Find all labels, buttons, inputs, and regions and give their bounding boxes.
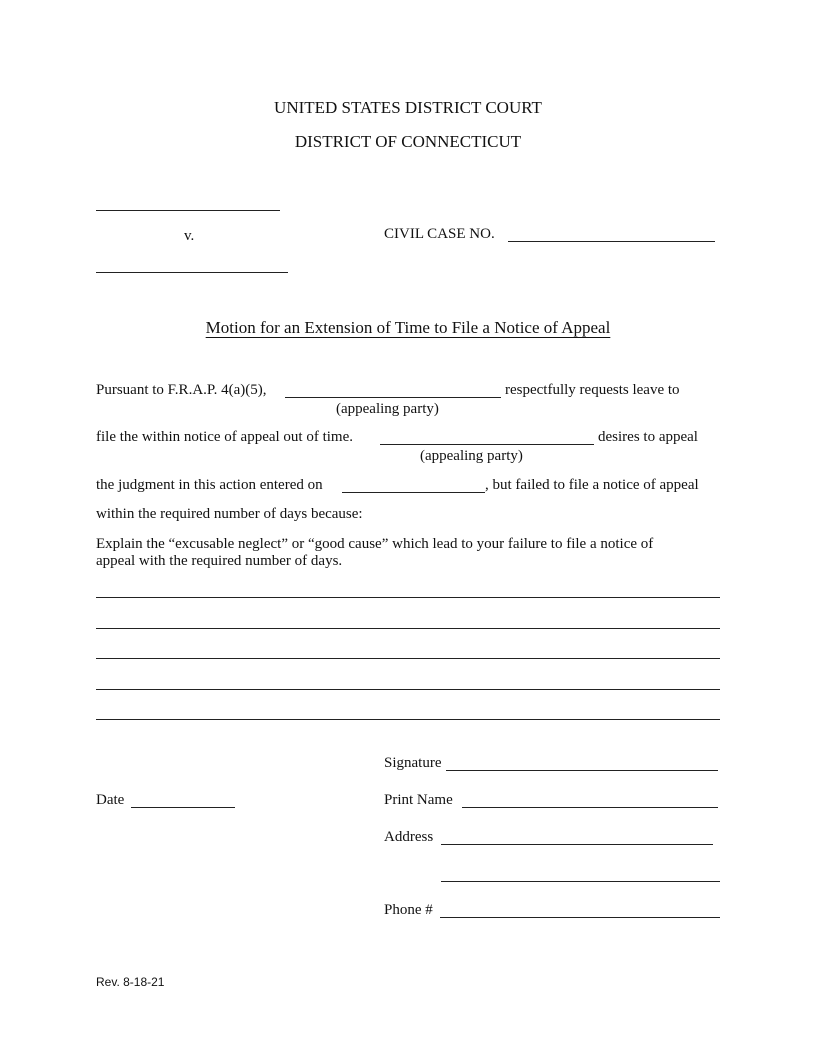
appealing-party-line-1[interactable] (285, 397, 501, 398)
appealing-party-hint-2: (appealing party) (420, 448, 523, 464)
versus-label: v. (184, 228, 195, 244)
explanation-line-5[interactable] (96, 719, 720, 720)
motion-title: Motion for an Extension of Time to File a Notice of Appeal (205, 318, 611, 337)
district-name: DISTRICT OF CONNECTICUT (294, 132, 522, 151)
explanation-line-2[interactable] (96, 628, 720, 629)
print-name-line[interactable] (462, 807, 718, 808)
judgment-date-line[interactable] (342, 492, 485, 493)
explanation-line-3[interactable] (96, 658, 720, 659)
revision-label: Rev. 8-18-21 (96, 975, 165, 989)
signature-line[interactable] (446, 770, 718, 771)
date-line[interactable] (131, 807, 235, 808)
explain-text-1: Explain the “excusable neglect” or “good cause” which lead to your failure to file a notice of (96, 536, 654, 552)
body-line2-suffix: desires to appeal (598, 429, 698, 445)
court-name: UNITED STATES DISTRICT COURT (274, 98, 542, 117)
print-name-label: Print Name (384, 792, 453, 808)
body-line3-suffix: , but failed to file a notice of appeal (485, 477, 699, 493)
phone-label: Phone # (384, 902, 433, 918)
body-line3-prefix: the judgment in this action entered on (96, 477, 323, 493)
explain-text-2: appeal with the required number of days. (96, 553, 343, 569)
phone-line[interactable] (440, 917, 720, 918)
case-number-label: CIVIL CASE NO. (384, 226, 495, 242)
body-line1-suffix: respectfully requests leave to (505, 382, 680, 398)
signature-label: Signature (384, 755, 442, 771)
appealing-party-hint-1: (appealing party) (336, 401, 439, 417)
case-number-line[interactable] (508, 241, 715, 242)
address-line-2[interactable] (441, 881, 720, 882)
plaintiff-line[interactable] (96, 210, 280, 211)
appealing-party-line-2[interactable] (380, 444, 594, 445)
body-line4: within the required number of days because: (96, 506, 363, 522)
body-line2-prefix: file the within notice of appeal out of time. (96, 429, 354, 445)
date-label: Date (96, 792, 125, 808)
defendant-line[interactable] (96, 272, 288, 273)
address-line-1[interactable] (441, 844, 713, 845)
explanation-line-4[interactable] (96, 689, 720, 690)
explanation-line-1[interactable] (96, 597, 720, 598)
body-line1-prefix: Pursuant to F.R.A.P. 4(a)(5), (96, 382, 267, 398)
address-label: Address (384, 829, 434, 845)
